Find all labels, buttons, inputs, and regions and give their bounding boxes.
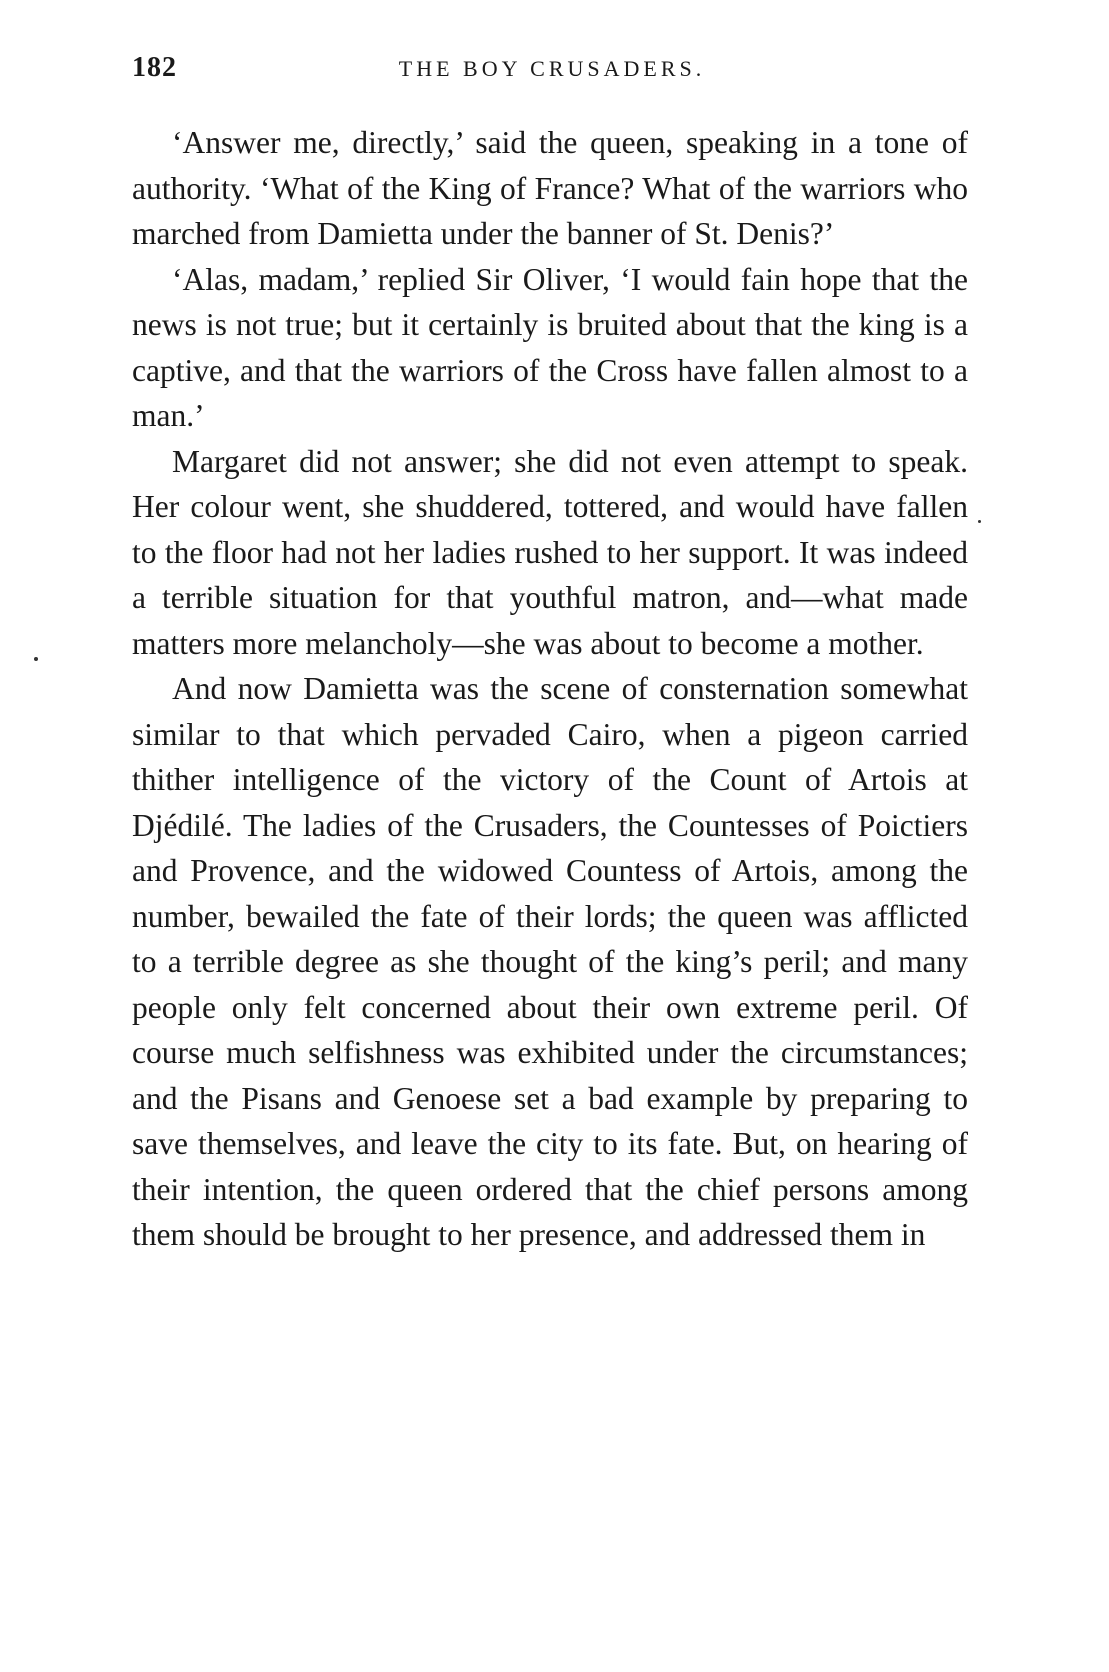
paragraph-2: ‘Alas, madam,’ replied Sir Oliver, ‘I would fain hope that the news is not true; but it certainly is bruited about that the king is a captive, and that the warriors of the Cross have fallen almost to a man.’ bbox=[132, 261, 968, 433]
body-text bbox=[132, 120, 968, 1258]
paragraph-1: ‘Answer me, directly,’ said the queen, speaking in a tone of authority. ‘What of the King of France? What of the warriors who marched from Damietta under the banner of St. Denis?’ bbox=[132, 125, 968, 251]
print-speck bbox=[34, 657, 38, 661]
paragraph-4: And now Damietta was the scene of consternation somewhat similar to that which pervaded Cairo, when a pigeon carried thither intelligence of the victory of the Count of Artois at Djédilé. The ladies of the Crusaders, the Countesses of Poictiers and Provence, and the widowed Countess of Artois, among the number, bewailed the fate of their lords; the queen was afflicted to a terrible degree as she thought of the king’s peril; and many people only felt concerned about their own extreme peril. Of course much selfishness was exhibited under the circumstances; and the Pisans and Genoese set a bad example by preparing to save themselves, and leave the city to its fate. But, on hearing of their intention, the queen ordered that the chief persons among them should be brought to her presence, and addressed them in bbox=[132, 671, 968, 1252]
page-number: 182 bbox=[132, 52, 177, 83]
print-speck bbox=[978, 520, 981, 523]
running-title: THE BOY CRUSADERS. bbox=[398, 56, 706, 81]
paragraph-3: Margaret did not answer; she did not even attempt to speak. Her colour went, she shuddered, tottered, and would have fallen to the floor had not her ladies rushed to her support. It was indeed a terrible situation for that youthful matron, and—what made matters more melancholy—she was about to become a mother. bbox=[132, 443, 968, 661]
running-head bbox=[132, 52, 972, 92]
